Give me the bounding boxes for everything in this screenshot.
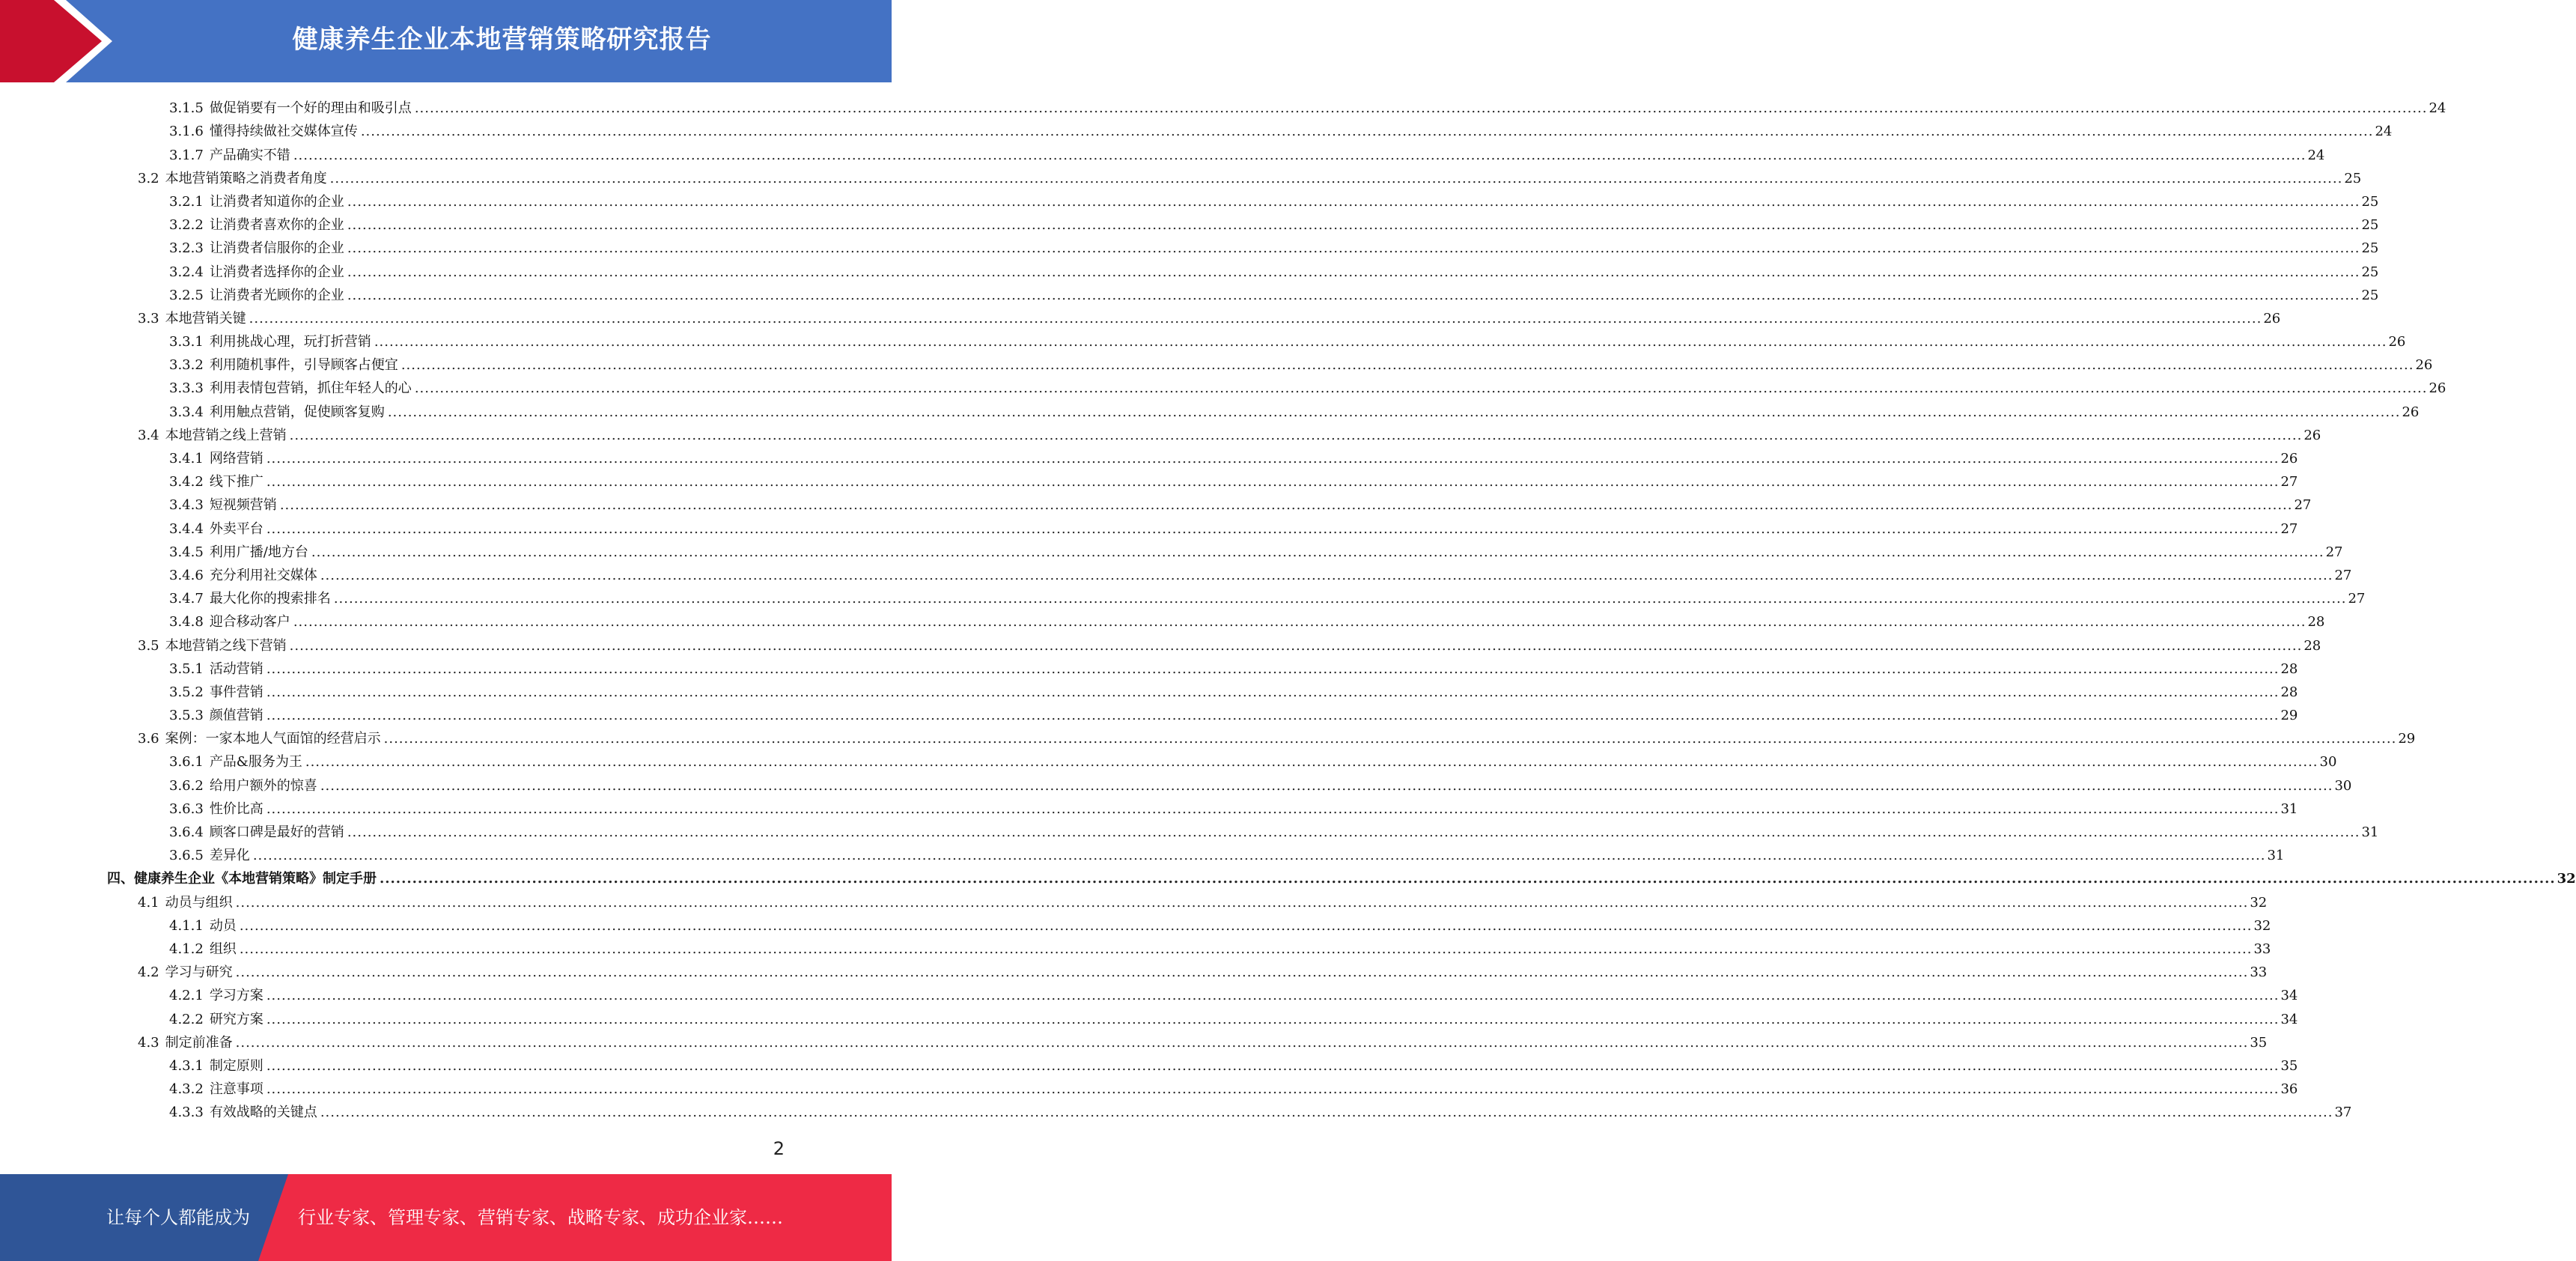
toc-entry[interactable] xyxy=(0,142,2325,165)
toc-entry-title: 本地营销之线下营销 xyxy=(165,637,287,654)
toc-entry-title: 事件营销 xyxy=(209,684,264,700)
toc-entry-title: 有效战略的关键点 xyxy=(209,1104,317,1121)
toc-dot-leader: ................................................................................................................................................................................................................................................................................................................................................................................................................ xyxy=(360,124,2374,140)
toc-dot-leader: ................................................................................................................................................................................................................................................................................................................................................................................................................ xyxy=(266,988,2280,1004)
toc-dot-leader: ................................................................................................................................................................................................................................................................................................................................................................................................................ xyxy=(311,544,2324,560)
toc-entry-page: 29 xyxy=(2398,731,2416,747)
toc-entry[interactable] xyxy=(0,936,2271,959)
toc-entry-page: 26 xyxy=(2429,380,2446,397)
toc-entry-page: 26 xyxy=(2415,357,2433,374)
toc-entry[interactable] xyxy=(0,866,2576,889)
toc-entry-title: 健康养生企业《本地营销策略》制定手册 xyxy=(134,871,377,887)
toc-entry-number: 3.6.4 xyxy=(169,824,204,840)
toc-entry-page: 31 xyxy=(2267,848,2285,864)
toc-entry-title: 性价比高 xyxy=(209,800,264,817)
toc-entry[interactable] xyxy=(0,819,2379,842)
toc-entry-title: 网络营销 xyxy=(209,451,264,467)
toc-entry-title: 制定原则 xyxy=(209,1057,264,1074)
toc-entry-title: 给用户额外的惊喜 xyxy=(209,777,317,794)
toc-entry-number: 4.2.2 xyxy=(169,1011,204,1027)
toc-entry-number: 3.5.3 xyxy=(169,708,204,724)
toc-dot-leader: ................................................................................................................................................................................................................................................................................................................................................................................................................ xyxy=(266,1081,2280,1098)
page-number: 2 xyxy=(773,1138,785,1159)
toc-dot-leader: ................................................................................................................................................................................................................................................................................................................................................................................................................ xyxy=(387,404,2401,420)
toc-entry[interactable] xyxy=(0,515,2298,538)
toc-entry-page: 33 xyxy=(2253,941,2271,957)
toc-entry-number: 3.2.2 xyxy=(169,217,204,234)
toc-entry-number: 3.5.1 xyxy=(169,660,204,677)
toc-entry-title: 最大化你的搜索排名 xyxy=(209,591,331,607)
toc-entry-page: 32 xyxy=(2250,894,2268,911)
toc-dot-leader: ................................................................................................................................................................................................................................................................................................................................................................................................................ xyxy=(320,567,2333,583)
toc-entry-number: 3.3.2 xyxy=(169,357,204,374)
toc-entry-page: 27 xyxy=(2294,497,2312,514)
toc-entry-page: 31 xyxy=(2361,824,2379,840)
toc-entry-page: 35 xyxy=(2280,1057,2298,1074)
toc-entry-number: 4.3.3 xyxy=(169,1104,204,1121)
toc-entry[interactable] xyxy=(0,889,2268,912)
toc-entry[interactable] xyxy=(0,306,2281,329)
toc-dot-leader: ................................................................................................................................................................................................................................................................................................................................................................................................................ xyxy=(347,193,2360,210)
toc-dot-leader: ................................................................................................................................................................................................................................................................................................................................................................................................................ xyxy=(333,591,2347,607)
toc-entry-number: 3.4.3 xyxy=(169,497,204,514)
toc-entry-number: 3.3.3 xyxy=(169,380,204,397)
toc-entry-page: 30 xyxy=(2319,754,2337,771)
toc-entry[interactable] xyxy=(0,165,2362,189)
toc-entry-page: 26 xyxy=(2402,404,2420,420)
page-footer xyxy=(0,1174,892,1261)
toc-entry-title: 懂得持续做社交媒体宣传 xyxy=(209,124,358,140)
toc-entry-number: 4.1.1 xyxy=(169,917,204,934)
toc-dot-leader: ................................................................................................................................................................................................................................................................................................................................................................................................................ xyxy=(235,964,2249,981)
toc-entry[interactable] xyxy=(0,258,2379,282)
toc-entry-page: 27 xyxy=(2280,520,2298,537)
toc-entry-number: 3.2.4 xyxy=(169,264,204,280)
toc-entry[interactable] xyxy=(0,212,2379,235)
toc-entry-title: 利用挑战心理，玩打折营销 xyxy=(209,334,371,350)
toc-entry-page: 25 xyxy=(2361,217,2379,234)
toc-entry-title: 学习方案 xyxy=(209,988,264,1004)
toc-entry[interactable] xyxy=(0,772,2352,795)
toc-entry-number: 3.2 xyxy=(138,170,159,186)
document-title: 健康养生企业本地营销策略研究报告 xyxy=(292,25,712,55)
toc-entry-title: 短视频营销 xyxy=(209,497,277,514)
toc-entry-page: 28 xyxy=(2280,660,2298,677)
toc-entry-number: 四、 xyxy=(107,871,134,887)
toc-entry[interactable] xyxy=(0,749,2337,772)
toc-entry-title: 让消费者知道你的企业 xyxy=(209,193,344,210)
toc-entry[interactable] xyxy=(0,1076,2298,1099)
toc-entry-title: 外卖平台 xyxy=(209,520,264,537)
toc-entry-number: 4.3.1 xyxy=(169,1057,204,1074)
toc-dot-leader: ................................................................................................................................................................................................................................................................................................................................................................................................................ xyxy=(266,474,2280,490)
toc-entry-number: 3.5.2 xyxy=(169,684,204,700)
toc-entry-page: 32 xyxy=(2253,917,2271,934)
toc-entry-page: 27 xyxy=(2325,544,2343,560)
toc-entry-title: 动员 xyxy=(209,917,237,934)
toc-entry-title: 本地营销策略之消费者角度 xyxy=(165,170,327,186)
toc-dot-leader: ................................................................................................................................................................................................................................................................................................................................................................................................................ xyxy=(383,731,2397,747)
toc-entry-title: 让消费者喜欢你的企业 xyxy=(209,217,344,234)
toc-entry-title: 活动营销 xyxy=(209,660,264,677)
toc-entry[interactable] xyxy=(0,1053,2298,1076)
toc-dot-leader: ................................................................................................................................................................................................................................................................................................................................................................................................................ xyxy=(266,520,2280,537)
toc-entry-page: 24 xyxy=(2429,100,2446,117)
toc-dot-leader: ................................................................................................................................................................................................................................................................................................................................................................................................................ xyxy=(374,334,2387,350)
toc-entry-title: 利用表情包营销，抓住年轻人的心 xyxy=(209,380,412,397)
toc-dot-leader: ................................................................................................................................................................................................................................................................................................................................................................................................................ xyxy=(266,800,2280,817)
toc-entry-number: 3.6 xyxy=(138,731,159,747)
toc-entry-page: 26 xyxy=(2263,310,2281,326)
toc-entry-number: 3.4.4 xyxy=(169,520,204,537)
toc-entry-title: 颜值营销 xyxy=(209,708,264,724)
toc-entry-title: 产品&服务为王 xyxy=(209,754,302,771)
toc-entry-number: 3.4.6 xyxy=(169,567,204,583)
toc-entry-page: 25 xyxy=(2361,287,2379,303)
toc-entry-title: 充分利用社交媒体 xyxy=(209,567,317,583)
toc-entry[interactable] xyxy=(0,586,2366,609)
toc-entry-title: 本地营销关键 xyxy=(165,310,246,326)
toc-entry-number: 3.6.5 xyxy=(169,848,204,864)
toc-dot-leader: ................................................................................................................................................................................................................................................................................................................................................................................................................ xyxy=(266,660,2280,677)
toc-entry-page: 34 xyxy=(2280,1011,2298,1027)
toc-entry-page: 25 xyxy=(2361,264,2379,280)
toc-entry-title: 利用触点营销，促使顾客复购 xyxy=(209,404,385,420)
toc-entry[interactable] xyxy=(0,446,2298,469)
toc-dot-leader: ................................................................................................................................................................................................................................................................................................................................................................................................................ xyxy=(414,380,2428,397)
toc-entry[interactable] xyxy=(0,189,2379,212)
toc-entry[interactable] xyxy=(0,982,2298,1006)
toc-entry-page: 26 xyxy=(2304,427,2321,443)
toc-entry-number: 4.3 xyxy=(138,1034,159,1051)
toc-entry[interactable] xyxy=(0,702,2298,726)
toc-dot-leader: ................................................................................................................................................................................................................................................................................................................................................................................................................ xyxy=(252,848,2266,864)
footer-slogan-right: 行业专家、管理专家、营销专家、战略专家、成功企业家…… xyxy=(298,1207,783,1228)
toc-entry-page: 28 xyxy=(2280,684,2298,700)
toc-entry-title: 动员与组织 xyxy=(165,894,233,911)
toc-entry-page: 28 xyxy=(2307,614,2325,630)
toc-entry-number: 3.4.1 xyxy=(169,451,204,467)
toc-dot-leader: ................................................................................................................................................................................................................................................................................................................................................................................................................ xyxy=(266,1011,2280,1027)
toc-entry[interactable] xyxy=(0,118,2393,142)
toc-entry-page: 24 xyxy=(2307,147,2325,163)
toc-entry-number: 3.3 xyxy=(138,310,159,326)
toc-entry-number: 3.6.2 xyxy=(169,777,204,794)
toc-entry[interactable] xyxy=(0,375,2446,398)
toc-entry-page: 36 xyxy=(2280,1081,2298,1098)
toc-entry-page: 30 xyxy=(2334,777,2352,794)
toc-entry-page: 31 xyxy=(2280,800,2298,817)
toc-entry-number: 4.1 xyxy=(138,894,159,911)
toc-entry[interactable] xyxy=(0,235,2379,258)
toc-dot-leader: ................................................................................................................................................................................................................................................................................................................................................................................................................ xyxy=(347,217,2360,234)
toc-dot-leader: ................................................................................................................................................................................................................................................................................................................................................................................................................ xyxy=(266,1057,2280,1074)
toc-entry[interactable] xyxy=(0,609,2325,632)
toc-entry-number: 3.4.8 xyxy=(169,614,204,630)
toc-dot-leader: ................................................................................................................................................................................................................................................................................................................................................................................................................ xyxy=(401,357,2414,374)
toc-entry-title: 做促销要有一个好的理由和吸引点 xyxy=(209,100,412,117)
toc-entry-title: 产品确实不错 xyxy=(209,147,290,163)
toc-entry-title: 让消费者选择你的企业 xyxy=(209,264,344,280)
toc-entry-page: 29 xyxy=(2280,708,2298,724)
toc-dot-leader: ................................................................................................................................................................................................................................................................................................................................................................................................................ xyxy=(293,614,2306,630)
toc-entry-title: 迎合移动客户 xyxy=(209,614,290,630)
toc-entry-number: 3.4.2 xyxy=(169,474,204,490)
toc-dot-leader: ................................................................................................................................................................................................................................................................................................................................................................................................................ xyxy=(266,708,2280,724)
toc-dot-leader: ................................................................................................................................................................................................................................................................................................................................................................................................................ xyxy=(380,871,2556,887)
toc-dot-leader: ................................................................................................................................................................................................................................................................................................................................................................................................................ xyxy=(235,894,2249,911)
toc-entry-title: 研究方案 xyxy=(209,1011,264,1027)
toc-entry-title: 差异化 xyxy=(209,848,250,864)
toc-dot-leader: ................................................................................................................................................................................................................................................................................................................................................................................................................ xyxy=(289,427,2303,443)
toc-entry-number: 4.1.2 xyxy=(169,941,204,957)
toc-entry-number: 3.4.7 xyxy=(169,591,204,607)
toc-entry-number: 3.1.7 xyxy=(169,147,204,163)
toc-entry-number: 3.2.1 xyxy=(169,193,204,210)
toc-entry-page: 34 xyxy=(2280,988,2298,1004)
toc-entry-number: 3.6.3 xyxy=(169,800,204,817)
toc-entry-title: 让消费者光顾你的企业 xyxy=(209,287,344,303)
toc-dot-leader: ................................................................................................................................................................................................................................................................................................................................................................................................................ xyxy=(347,824,2360,840)
toc-entry-page: 25 xyxy=(2361,193,2379,210)
toc-entry-page: 25 xyxy=(2361,240,2379,257)
toc-entry-page: 25 xyxy=(2344,170,2362,186)
toc-dot-leader: ................................................................................................................................................................................................................................................................................................................................................................................................................ xyxy=(239,941,2253,957)
toc-entry-page: 28 xyxy=(2304,637,2321,654)
toc-entry[interactable] xyxy=(0,913,2271,936)
toc-entry-number: 3.3.1 xyxy=(169,334,204,350)
toc-entry-number: 3.6.1 xyxy=(169,754,204,771)
toc-entry[interactable] xyxy=(0,539,2343,562)
toc-dot-leader: ................................................................................................................................................................................................................................................................................................................................................................................................................ xyxy=(347,240,2360,257)
toc-entry-number: 3.4.5 xyxy=(169,544,204,560)
toc-entry[interactable] xyxy=(0,1099,2352,1122)
toc-entry[interactable] xyxy=(0,422,2321,446)
toc-entry-page: 27 xyxy=(2280,474,2298,490)
toc-entry-title: 线下推广 xyxy=(209,474,264,490)
toc-dot-leader: ................................................................................................................................................................................................................................................................................................................................................................................................................ xyxy=(305,754,2318,771)
toc-entry-number: 3.3.4 xyxy=(169,404,204,420)
toc-entry-number: 3.4 xyxy=(138,427,159,443)
toc-entry-page: 32 xyxy=(2557,871,2576,887)
toc-entry[interactable] xyxy=(0,1006,2298,1029)
toc-entry[interactable] xyxy=(0,726,2416,749)
toc-entry-page: 27 xyxy=(2348,591,2366,607)
toc-entry-title: 案例：一家本地人气面馆的经营启示 xyxy=(165,731,381,747)
toc-dot-leader: ................................................................................................................................................................................................................................................................................................................................................................................................................ xyxy=(320,1104,2333,1121)
toc-dot-leader: ................................................................................................................................................................................................................................................................................................................................................................................................................ xyxy=(289,637,2303,654)
toc-entry-page: 33 xyxy=(2250,964,2268,981)
toc-entry-number: 3.1.6 xyxy=(169,124,204,140)
toc-entry-page: 26 xyxy=(2388,334,2406,350)
toc-entry-page: 26 xyxy=(2280,451,2298,467)
toc-entry-title: 利用广播/地方台 xyxy=(209,544,308,560)
toc-entry-number: 4.3.2 xyxy=(169,1081,204,1098)
toc-entry[interactable] xyxy=(0,632,2321,655)
toc-entry-number: 3.2.5 xyxy=(169,287,204,303)
toc-entry-page: 35 xyxy=(2250,1034,2268,1051)
page-header xyxy=(0,0,892,82)
toc-entry[interactable] xyxy=(0,679,2298,702)
toc-entry[interactable] xyxy=(0,796,2298,819)
toc-dot-leader: ................................................................................................................................................................................................................................................................................................................................................................................................................ xyxy=(235,1034,2249,1051)
toc-dot-leader: ................................................................................................................................................................................................................................................................................................................................................................................................................ xyxy=(266,684,2280,700)
toc-entry[interactable] xyxy=(0,842,2285,866)
toc-entry[interactable] xyxy=(0,352,2433,375)
toc-entry[interactable] xyxy=(0,959,2268,982)
toc-entry[interactable] xyxy=(0,95,2446,118)
toc-entry[interactable] xyxy=(0,469,2298,492)
toc-entry-title: 让消费者信服你的企业 xyxy=(209,240,344,257)
toc-entry[interactable] xyxy=(0,1030,2268,1053)
footer-slogan-left: 让每个人都能成为 xyxy=(106,1207,250,1228)
toc-entry-number: 3.2.3 xyxy=(169,240,204,257)
toc-dot-leader: ................................................................................................................................................................................................................................................................................................................................................................................................................ xyxy=(279,497,2293,514)
toc-entry-page: 37 xyxy=(2334,1104,2352,1121)
toc-entry-page: 24 xyxy=(2375,124,2393,140)
toc-entry[interactable] xyxy=(0,329,2406,352)
toc-entry[interactable] xyxy=(0,656,2298,679)
toc-dot-leader: ................................................................................................................................................................................................................................................................................................................................................................................................................ xyxy=(347,287,2360,303)
toc-entry-number: 3.1.5 xyxy=(169,100,204,117)
toc-entry-number: 4.2 xyxy=(138,964,159,981)
toc-entry[interactable] xyxy=(0,398,2420,422)
toc-entry-title: 注意事项 xyxy=(209,1081,264,1098)
toc-entry-title: 制定前准备 xyxy=(165,1034,233,1051)
toc-entry[interactable] xyxy=(0,282,2379,306)
toc-entry[interactable] xyxy=(0,562,2352,586)
toc-dot-leader: ................................................................................................................................................................................................................................................................................................................................................................................................................ xyxy=(266,451,2280,467)
toc-entry-title: 学习与研究 xyxy=(165,964,233,981)
toc-dot-leader: ................................................................................................................................................................................................................................................................................................................................................................................................................ xyxy=(414,100,2428,117)
toc-dot-leader: ................................................................................................................................................................................................................................................................................................................................................................................................................ xyxy=(293,147,2306,163)
toc-entry-page: 27 xyxy=(2334,567,2352,583)
toc-dot-leader: ................................................................................................................................................................................................................................................................................................................................................................................................................ xyxy=(329,170,2343,186)
toc-entry[interactable] xyxy=(0,492,2312,515)
toc-dot-leader: ................................................................................................................................................................................................................................................................................................................................................................................................................ xyxy=(320,777,2333,794)
toc-entry-number: 4.2.1 xyxy=(169,988,204,1004)
toc-entry-title: 本地营销之线上营销 xyxy=(165,427,287,443)
toc-entry-number: 3.5 xyxy=(138,637,159,654)
toc-dot-leader: ................................................................................................................................................................................................................................................................................................................................................................................................................ xyxy=(239,917,2253,934)
toc-dot-leader: ................................................................................................................................................................................................................................................................................................................................................................................................................ xyxy=(347,264,2360,280)
toc-dot-leader: ................................................................................................................................................................................................................................................................................................................................................................................................................ xyxy=(249,310,2262,326)
table-of-contents xyxy=(0,95,2576,1122)
toc-entry-title: 利用随机事件，引导顾客占便宜 xyxy=(209,357,398,374)
toc-entry-title: 顾客口碑是最好的营销 xyxy=(209,824,344,840)
toc-entry-title: 组织 xyxy=(209,941,237,957)
